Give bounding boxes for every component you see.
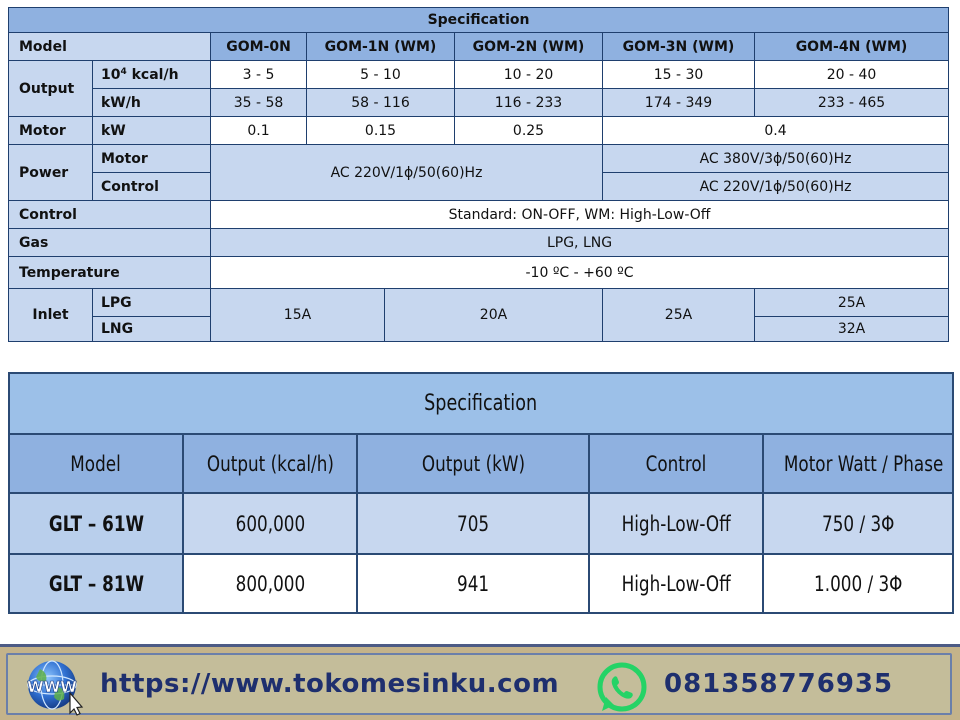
data-cell: 705: [357, 493, 589, 554]
temperature-value: -10 ºC - +60 ºC: [211, 257, 949, 289]
data-cell: 800,000: [183, 554, 357, 613]
motor-label: Motor: [9, 117, 93, 145]
data-cell: High-Low-Off: [589, 493, 763, 554]
model-header: GOM-3N (WM): [603, 33, 755, 61]
inlet-large-lpg-value: 25A: [755, 289, 949, 317]
motor-value: 0.4: [603, 117, 949, 145]
data-cell: 1.000 / 3Φ: [763, 554, 953, 613]
power-motor-label: Motor: [93, 145, 211, 173]
model-header: GOM-2N (WM): [455, 33, 603, 61]
data-cell: 750 / 3Φ: [763, 493, 953, 554]
kcal-value: 3 - 5: [211, 61, 307, 89]
model-label: Model: [9, 33, 211, 61]
temperature-label: Temperature: [9, 257, 211, 289]
inlet-lpg-label: LPG: [93, 289, 211, 317]
svg-text:WWW: WWW: [27, 678, 77, 696]
motor-value: 0.1: [211, 117, 307, 145]
kw-value: 233 - 465: [755, 89, 949, 117]
kw-value: 174 - 349: [603, 89, 755, 117]
inlet-lng-label: LNG: [93, 317, 211, 342]
power-large-motor-value: AC 380V/3ϕ/50(60)Hz: [603, 145, 949, 173]
power-label: Power: [9, 145, 93, 201]
website-link[interactable]: https://www.tokomesinku.com: [100, 669, 560, 699]
power-shared-value: AC 220V/1ϕ/50(60)Hz: [211, 145, 603, 201]
model-header: GOM-4N (WM): [755, 33, 949, 61]
column-header: Output (kcal/h): [183, 434, 357, 493]
inlet-label: Inlet: [9, 289, 93, 342]
globe-www-icon[interactable]: [18, 657, 88, 717]
gas-value: LPG, LNG: [211, 229, 949, 257]
kw-value: 116 - 233: [455, 89, 603, 117]
control-value: Standard: ON-OFF, WM: High-Low-Off: [211, 201, 949, 229]
contact-footer: [0, 644, 960, 720]
model-cell: GLT – 81W: [9, 554, 183, 613]
spec-table-title: Specification: [9, 8, 949, 33]
column-header: Model: [9, 434, 183, 493]
model-cell: GLT – 61W: [9, 493, 183, 554]
motor-value: 0.15: [307, 117, 455, 145]
kcal-value: 15 - 30: [603, 61, 755, 89]
kcal-value: 10 - 20: [455, 61, 603, 89]
control-label: Control: [9, 201, 211, 229]
model-header: GOM-0N: [211, 33, 307, 61]
data-cell: High-Low-Off: [589, 554, 763, 613]
kw-value: 58 - 116: [307, 89, 455, 117]
table-row: [9, 493, 953, 554]
inlet-large-lng-value: 32A: [755, 317, 949, 342]
column-header: Output (kW): [357, 434, 589, 493]
spec-table-title: Specification: [9, 373, 953, 434]
inlet-value: 25A: [603, 289, 755, 342]
kw-value: 35 - 58: [211, 89, 307, 117]
output-label: Output: [9, 61, 93, 117]
gas-label: Gas: [9, 229, 211, 257]
data-cell: 600,000: [183, 493, 357, 554]
inlet-value: 15A: [211, 289, 385, 342]
kw-unit-label: kW/h: [93, 89, 211, 117]
model-header: GOM-1N (WM): [307, 33, 455, 61]
motor-unit-label: kW: [93, 117, 211, 145]
spec-table-glt: [8, 372, 954, 614]
data-cell: 941: [357, 554, 589, 613]
whatsapp-icon[interactable]: [592, 659, 650, 717]
column-header: Motor Watt / Phase: [763, 434, 953, 493]
power-large-control-value: AC 220V/1ϕ/50(60)Hz: [603, 173, 949, 201]
power-control-label: Control: [93, 173, 211, 201]
kcal-value: 20 - 40: [755, 61, 949, 89]
spec-table-gom: [8, 7, 949, 342]
kcal-value: 5 - 10: [307, 61, 455, 89]
table-row: [9, 554, 953, 613]
kcal-unit-label: $10^4$ kcal/h: [93, 61, 211, 89]
motor-value: 0.25: [455, 117, 603, 145]
column-header: Control: [589, 434, 763, 493]
inlet-value: 20A: [385, 289, 603, 342]
phone-number[interactable]: 081358776935: [664, 669, 894, 699]
